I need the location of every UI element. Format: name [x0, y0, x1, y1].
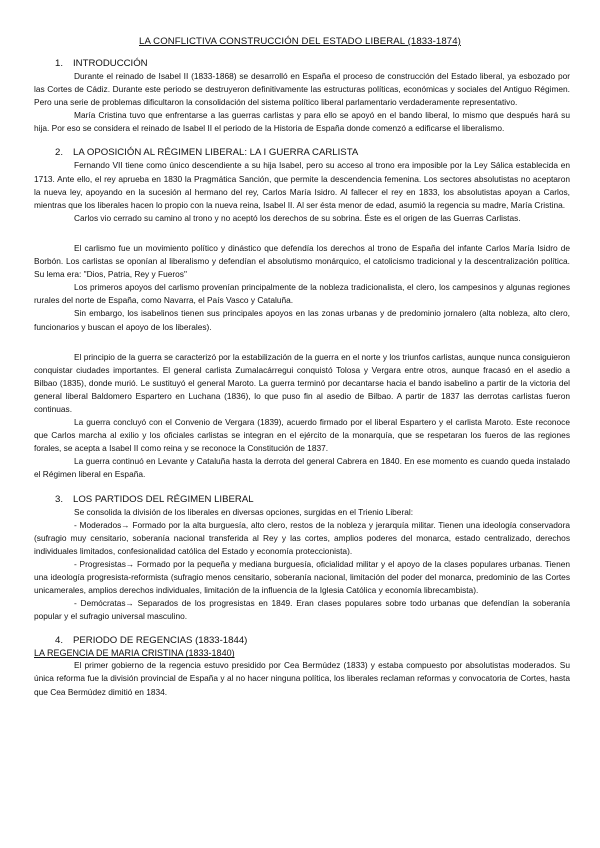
paragraph: Carlos vio cerrado su camino al trono y no aceptó los derechos de su sobrina. Éste es el origen de las Guerras Carlistas.	[74, 212, 521, 223]
paragraph: Fernando VII tiene como único descendiente a su hija Isabel, pero su acceso al trono era imposible por la Ley Sálica establecida en 1713. Ante ello, el rey aprueba en 1830 la Pragmática Sanción, que permite la descendencia femenina. Los sectores absolutistas no aceptaron la nueva ley, apoyando en la sucesión al hermano del rey, Carlos María Isidro. Al fallecer el rey en 1833, los absolutistas apoyan a Carlos, mientras que los liberales hacen lo propio con la nueva reina, Isabel II. Al ser ésta menor de edad, asumió la regencia su madre, María Cristina.	[34, 160, 570, 210]
paragraph: Sin embargo, los isabelinos tienen sus principales apoyos en las zonas urbanas y de predominio jornalero (alta nobleza, alto clero, funcionarios y buscan el apoyo de los liberales).	[34, 308, 570, 332]
paragraph: Los primeros apoyos del carlismo provenían principalmente de la nobleza tradicionalista, el clero, los campesinos y algunas regiones rurales del norte de España, como Navarra, el País Vasco y Cataluña.	[34, 282, 570, 306]
section-heading	[34, 635, 570, 647]
paragraph: La guerra continuó en Levante y Cataluña hasta la derrota del general Cabrera en 1840. En ese momento es cuando queda instalado el Régimen liberal en España.	[34, 456, 570, 480]
section-number: 2.	[55, 147, 64, 159]
paragraph: Durante el reinado de Isabel II (1833-1868) se desarrolló en España el proceso de construcción del Estado liberal, ya esbozado por las Cortes de Cádiz. Durante este periodo se destruyeron definitivamente las estructuras políticas, económicas y sociales del Antiguo Régimen. Pero una serie de problemas dificultaron la consolidación del sistema político liberal parlamentario verdaderamente representativo.	[34, 71, 570, 108]
section-heading	[34, 58, 570, 70]
list-item-progresistas: - Progresistas→ Formado por la pequeña y mediana burguesía, oficialidad militar y el apoyo de la clases populares urbanas. Tienen una ideología progresista-reformista (sufragio menos censitario, soberanía nacional, limitación del poder del monarca, predominio de las Cortes unicamerales, amplios derechos individuales, limitación de la influencia de la Iglesia Católica y economía librecambista).	[34, 558, 570, 596]
list-item-democratas: - Demócratas→ Separados de los progresistas en 1849. Eran clases populares sobre todo urbanas que defendían la soberanía popular y el sufragio universal masculino.	[34, 598, 570, 622]
paragraph: María Cristina tuvo que enfrentarse a las guerras carlistas y para ello se apoyó en el bando liberal, lo mismo que después hará su hija. Por eso se considera el reinado de Isabel II el periodo de la Historia de España donde comenzó a edificarse el liberalismo.	[34, 110, 570, 134]
document-body	[34, 58, 570, 699]
paragraph: El primer gobierno de la regencia estuvo presidido por Cea Bermúdez (1833) y estaba compuesto por absolutistas moderados. Su única reforma fue la división provincial de España y al no hacer ninguna política, los liberales reclaman reformas y convocatoria de Cortes, hasta que Cea Bermúdez dimitió en 1834.	[34, 660, 570, 697]
section-number: 1.	[55, 58, 64, 69]
list-item-moderados: - Moderados→ Formado por la alta burguesía, alto clero, restos de la nobleza y jerarquía militar. Tienen una ideología conservadora (sufragio muy censitario, soberanía nacional transferida al Rey y las cortes, amplios poderes del monarca, estado centralizado, derechos individuales limitados, confesionalidad católica del Estado y economía proteccionista).	[34, 519, 570, 556]
paragraph: El carlismo fue un movimiento político y dinástico que defendía los derechos al trono de España del infante Carlos María Isidro de Borbón. Los carlistas se oponían al liberalismo y defendían el absolutismo monárquico, el catolicismo tradicional y la descentralización política. Su lema era: "Dios, Patria, Rey y Fueros"	[34, 242, 570, 280]
paragraph: Se consolida la división de los liberales en diversas opciones, surgidas en el Trienio Liberal:	[74, 506, 414, 517]
section-number: 4.	[55, 635, 64, 647]
section-heading	[34, 147, 570, 159]
section-title: PERIODO DE REGENCIAS (1833-1844)	[73, 635, 248, 647]
paragraph: El principio de la guerra se caracterizó por la estabilización de la guerra en el norte y los triunfos carlistas, aunque nunca consiguieron conquistar ciudades importantes. El general carlista Zumalacárregui conquistó Tolosa y Vergara entre otros, aunque fracasó en el asedio a Bilbao (1835), donde murió. Le sustituyó el general Maroto. La guerra terminó por decantarse hacia el bando isabelino a partir de la victoria del general liberal Baldomero Espartero en Luchana (1836), lo que puso fin al asedio de Bilbao. A partir de 1837 las derrotas carlistas fueron continuas.	[34, 351, 570, 414]
section-title: LA OPOSICIÓN AL RÉGIMEN LIBERAL: LA I GUERRA CARLISTA	[73, 147, 359, 159]
section-number: 3.	[55, 493, 64, 505]
section-heading	[34, 494, 570, 506]
subsection-heading: LA REGENCIA DE MARIA CRISTINA (1833-1840)	[34, 648, 235, 659]
section-title: LOS PARTIDOS DEL RÉGIMEN LIBERAL	[73, 493, 254, 505]
section-title: INTRODUCCIÓN	[73, 58, 148, 69]
document-title: LA CONFLICTIVA CONSTRUCCIÓN DEL ESTADO LIBERAL (1833-1874)	[139, 36, 461, 47]
paragraph: La guerra concluyó con el Convenio de Vergara (1839), acuerdo firmado por el liberal Espartero y el carlista Maroto. Este reconoce que Carlos marcha al exilio y los oficiales carlistas se integran en el ejército de la monarquía, que se respetaran los fueros de las regiones forales, se acepta a Isabel II como reina y se reconoce la Constitución de 1837.	[34, 417, 570, 454]
